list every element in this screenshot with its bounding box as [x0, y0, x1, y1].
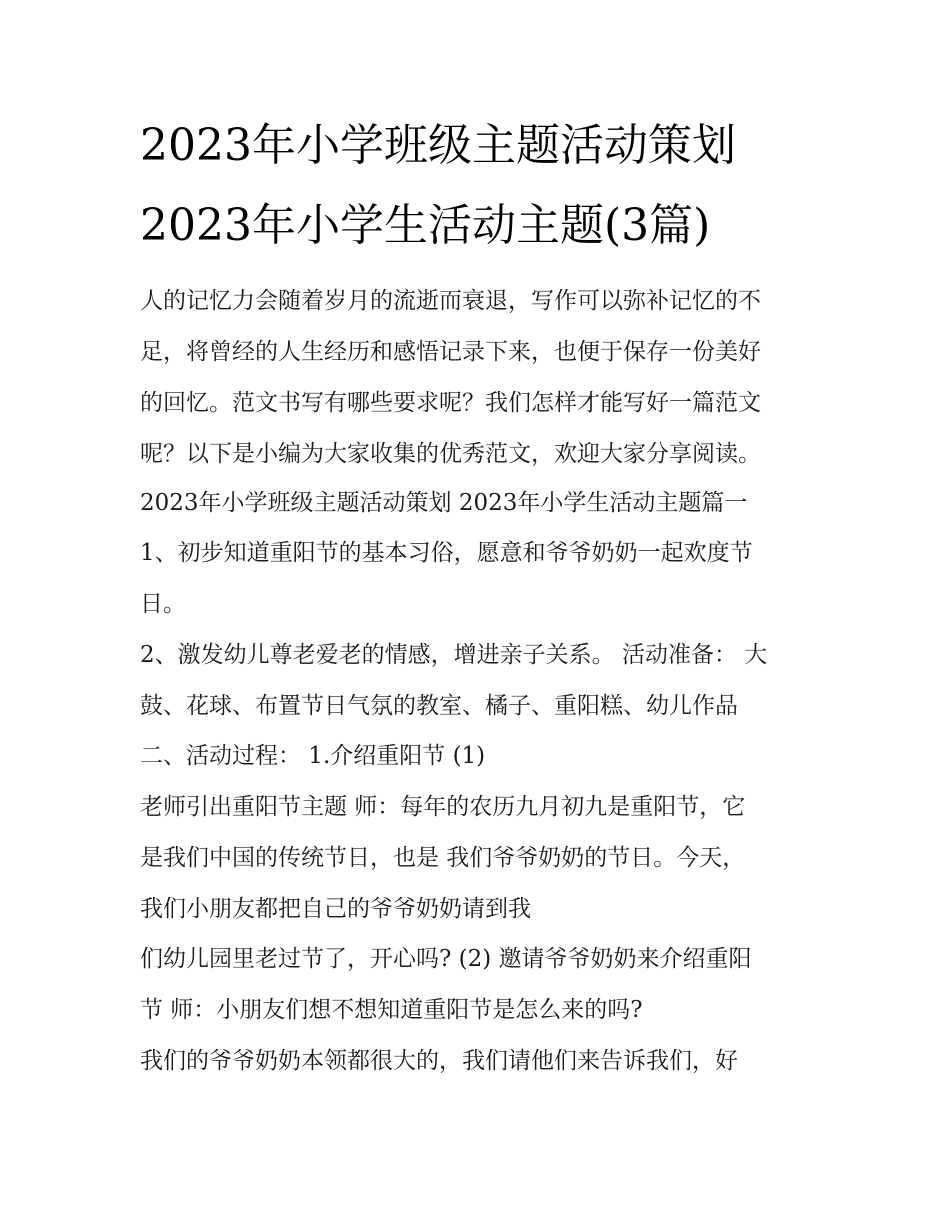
body-line-9: 鼓、花球、布置节日气氛的教室、橘子、重阳糕、幼儿作品 [140, 693, 738, 719]
body-line-10: 二、活动过程： 1.介绍重阳节 (1) [140, 743, 486, 769]
document-title-line-1: 2023年小学班级主题活动策划 [140, 120, 736, 171]
body-line-12: 是我们中国的传统节日，也是 我们爷爷奶奶的节日。今天， [140, 845, 746, 871]
document-title-line-2: 2023年小学生活动主题(3篇) [140, 200, 711, 251]
body-line-3: 的回忆。范文书写有哪些要求呢？我们怎样才能写好一篇范文 [140, 390, 761, 416]
body-line-13: 我们小朋友都把自己的爷爷奶奶请到我 [140, 896, 531, 922]
body-line-14: 们幼儿园里老过节了，开心吗? (2) 邀请爷爷奶奶来介绍重阳 [140, 946, 752, 972]
body-line-8: 2、激发幼儿尊老爱老的情感，增进亲子关系。 活动准备： 大 [140, 642, 768, 668]
body-line-11: 老师引出重阳节主题 师：每年的农历九月初九是重阳节，它 [140, 794, 746, 820]
body-line-16: 我们的爷爷奶奶本领都很大的，我们请他们来告诉我们，好 [140, 1048, 738, 1074]
body-line-2: 足，将曾经的人生经历和感悟记录下来，也便于保存一份美好 [140, 339, 761, 365]
body-line-1: 人的记忆力会随着岁月的流逝而衰退，写作可以弥补记忆的不 [140, 288, 761, 314]
body-line-15: 节 师：小朋友们想不想知道重阳节是怎么来的吗? [140, 997, 643, 1023]
section-heading: 2023年小学班级主题活动策划 2023年小学生活动主题篇一 [140, 490, 748, 516]
body-line-7: 日。 [140, 591, 186, 617]
body-line-4: 呢？以下是小编为大家收集的优秀范文，欢迎大家分享阅读。 [140, 441, 761, 467]
body-line-6: 1、初步知道重阳节的基本习俗，愿意和爷爷奶奶一起欢度节 [140, 540, 753, 566]
